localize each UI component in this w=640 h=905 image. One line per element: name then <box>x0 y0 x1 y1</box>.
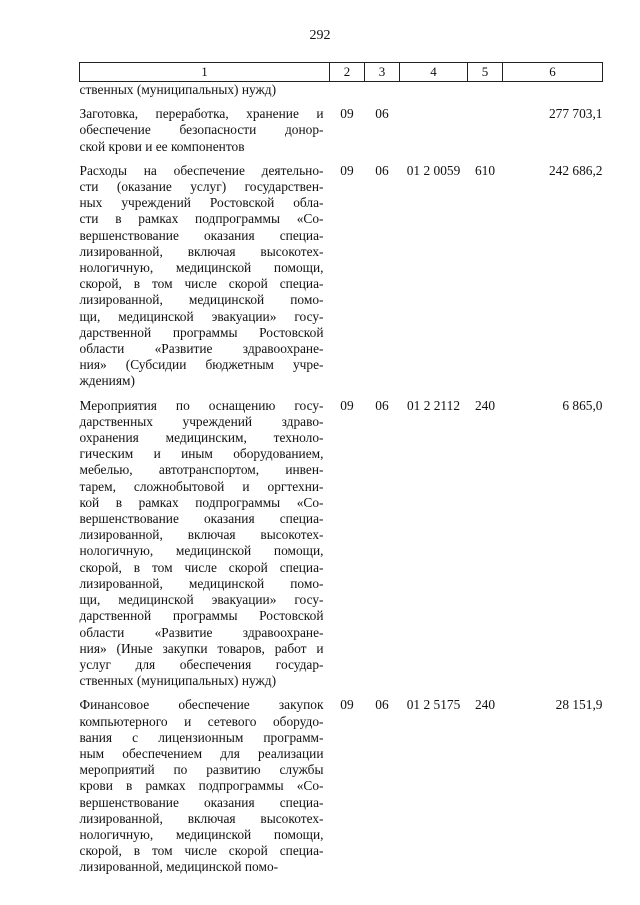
subsection-code: 06 <box>375 106 389 122</box>
table-row <box>80 689 603 875</box>
description-line: кой в рамках подпрограммы «Со- <box>79 494 324 510</box>
expense-type-code: 610 <box>474 162 496 178</box>
target-article-code: 01 2 2112 <box>406 397 461 413</box>
description-line: дарственной программы Ростовской <box>79 324 324 340</box>
description-line: скорой, в том числе скорой специа- <box>79 559 324 575</box>
header-col-4: 4 <box>400 63 468 82</box>
description-line: дарственной программы Ростовской <box>79 608 324 624</box>
description-line: сти (оказание услуг) государствен- <box>79 179 324 195</box>
amount-value: 242 686,2 <box>548 162 603 178</box>
description-line: скорой, в том числе скорой специа- <box>79 276 324 292</box>
budget-table <box>79 62 603 876</box>
description-line: лизированной, медицинской помо- <box>79 859 279 875</box>
description-line: щи, медицинской эвакуации» госу- <box>79 308 324 324</box>
header-col-2: 2 <box>330 63 365 82</box>
header-col-6: 6 <box>503 63 603 82</box>
description-line: сти в рамках подпрограммы «Со- <box>79 211 324 227</box>
description-line: скорой, в том числе скорой специа- <box>79 843 324 859</box>
description-line: ным обеспечением для реализации <box>79 745 324 761</box>
description-line: вания с лицензионным программ- <box>79 729 324 745</box>
description-line: крови в рамках подпрограммы «Со- <box>79 778 324 794</box>
description-line: вершенствование оказания специа- <box>79 511 324 527</box>
description-line: дарственных учреждений здраво- <box>79 413 324 429</box>
subsection-code: 06 <box>375 397 389 413</box>
section-code: 09 <box>340 697 354 713</box>
row-description <box>80 689 330 875</box>
target-article-code <box>400 98 468 155</box>
description-line: гическим и иным оборудованием, <box>79 446 324 462</box>
description-line: щи, медицинской эвакуации» госу- <box>79 592 324 608</box>
description-line: лизированной, включая высокотех- <box>79 527 324 543</box>
table-row <box>80 155 603 390</box>
description-line: Заготовка, переработка, хранение и <box>79 106 324 122</box>
table-header <box>80 63 603 82</box>
description-line: Мероприятия по оснащению госу- <box>79 397 324 413</box>
description-line: ской крови и ее компонентов <box>79 138 245 154</box>
description-line: нологичную, медицинской помощи, <box>79 260 324 276</box>
header-col-5: 5 <box>468 63 503 82</box>
description-line: мебелью, автотранспортом, инвен- <box>79 462 324 478</box>
description-line: тарем, сложнобытовой и оргтехни- <box>79 478 324 494</box>
table-row <box>80 390 603 690</box>
description-line: Финансовое обеспечение закупок <box>79 697 324 713</box>
description-line: ния» (Субсидии бюджетным учре- <box>79 357 324 373</box>
description-line: вершенствование оказания специа- <box>79 227 324 243</box>
amount-value: 277 703,1 <box>548 106 603 122</box>
description-line: лизированной, медицинской помо- <box>79 292 324 308</box>
target-article-code: 01 2 0059 <box>406 162 461 178</box>
description-line: мероприятий по развитию службы <box>79 762 324 778</box>
description-line: ственных (муниципальных) нужд) <box>79 82 277 97</box>
row-description <box>80 155 330 390</box>
expense-type-code: 240 <box>474 397 496 413</box>
expense-type-code <box>468 98 503 155</box>
amount-value: 28 151,9 <box>555 697 603 713</box>
header-col-3: 3 <box>365 63 400 82</box>
amount-value: 6 865,0 <box>562 397 603 413</box>
subsection-code: 06 <box>375 162 389 178</box>
description-line: области «Развитие здравоохране- <box>79 341 324 357</box>
page-number: 292 <box>309 28 331 43</box>
description-line: компьютерного и сетевого оборудо- <box>79 713 324 729</box>
description-line: нологичную, медицинской помощи, <box>79 826 324 842</box>
row-description <box>80 390 330 690</box>
table-body <box>80 82 603 876</box>
description-line: ственных (муниципальных) нужд) <box>79 673 277 689</box>
description-line: ния» (Иные закупки товаров, работ и <box>79 640 324 656</box>
section-code: 09 <box>340 162 354 178</box>
section-code: 09 <box>340 106 354 122</box>
description-line: лизированной, медицинской помо- <box>79 575 324 591</box>
description-line: нологичную, медицинской помощи, <box>79 543 324 559</box>
description-line: ных учреждений Ростовской обла- <box>79 195 324 211</box>
table-row-continuation <box>80 82 603 99</box>
subsection-code: 06 <box>375 697 389 713</box>
description-line: вершенствование оказания специа- <box>79 794 324 810</box>
description-line: охранения медицинским, техноло- <box>79 430 324 446</box>
description-line: области «Развитие здравоохране- <box>79 624 324 640</box>
row-description <box>80 98 330 155</box>
description-line: Расходы на обеспечение деятельно- <box>79 162 324 178</box>
expense-type-code: 240 <box>474 697 496 713</box>
description-line: ждениям) <box>79 373 135 389</box>
continuation-description <box>80 82 330 99</box>
description-line: услуг для обеспечения государ- <box>79 656 324 672</box>
table-row <box>80 98 603 155</box>
header-col-1: 1 <box>80 63 330 82</box>
section-code: 09 <box>340 397 354 413</box>
description-line: лизированной, включая высокотех- <box>79 243 324 259</box>
description-line: обеспечение безопасности донор- <box>79 122 324 138</box>
target-article-code: 01 2 5175 <box>406 697 461 713</box>
description-line: лизированной, включая высокотех- <box>79 810 324 826</box>
